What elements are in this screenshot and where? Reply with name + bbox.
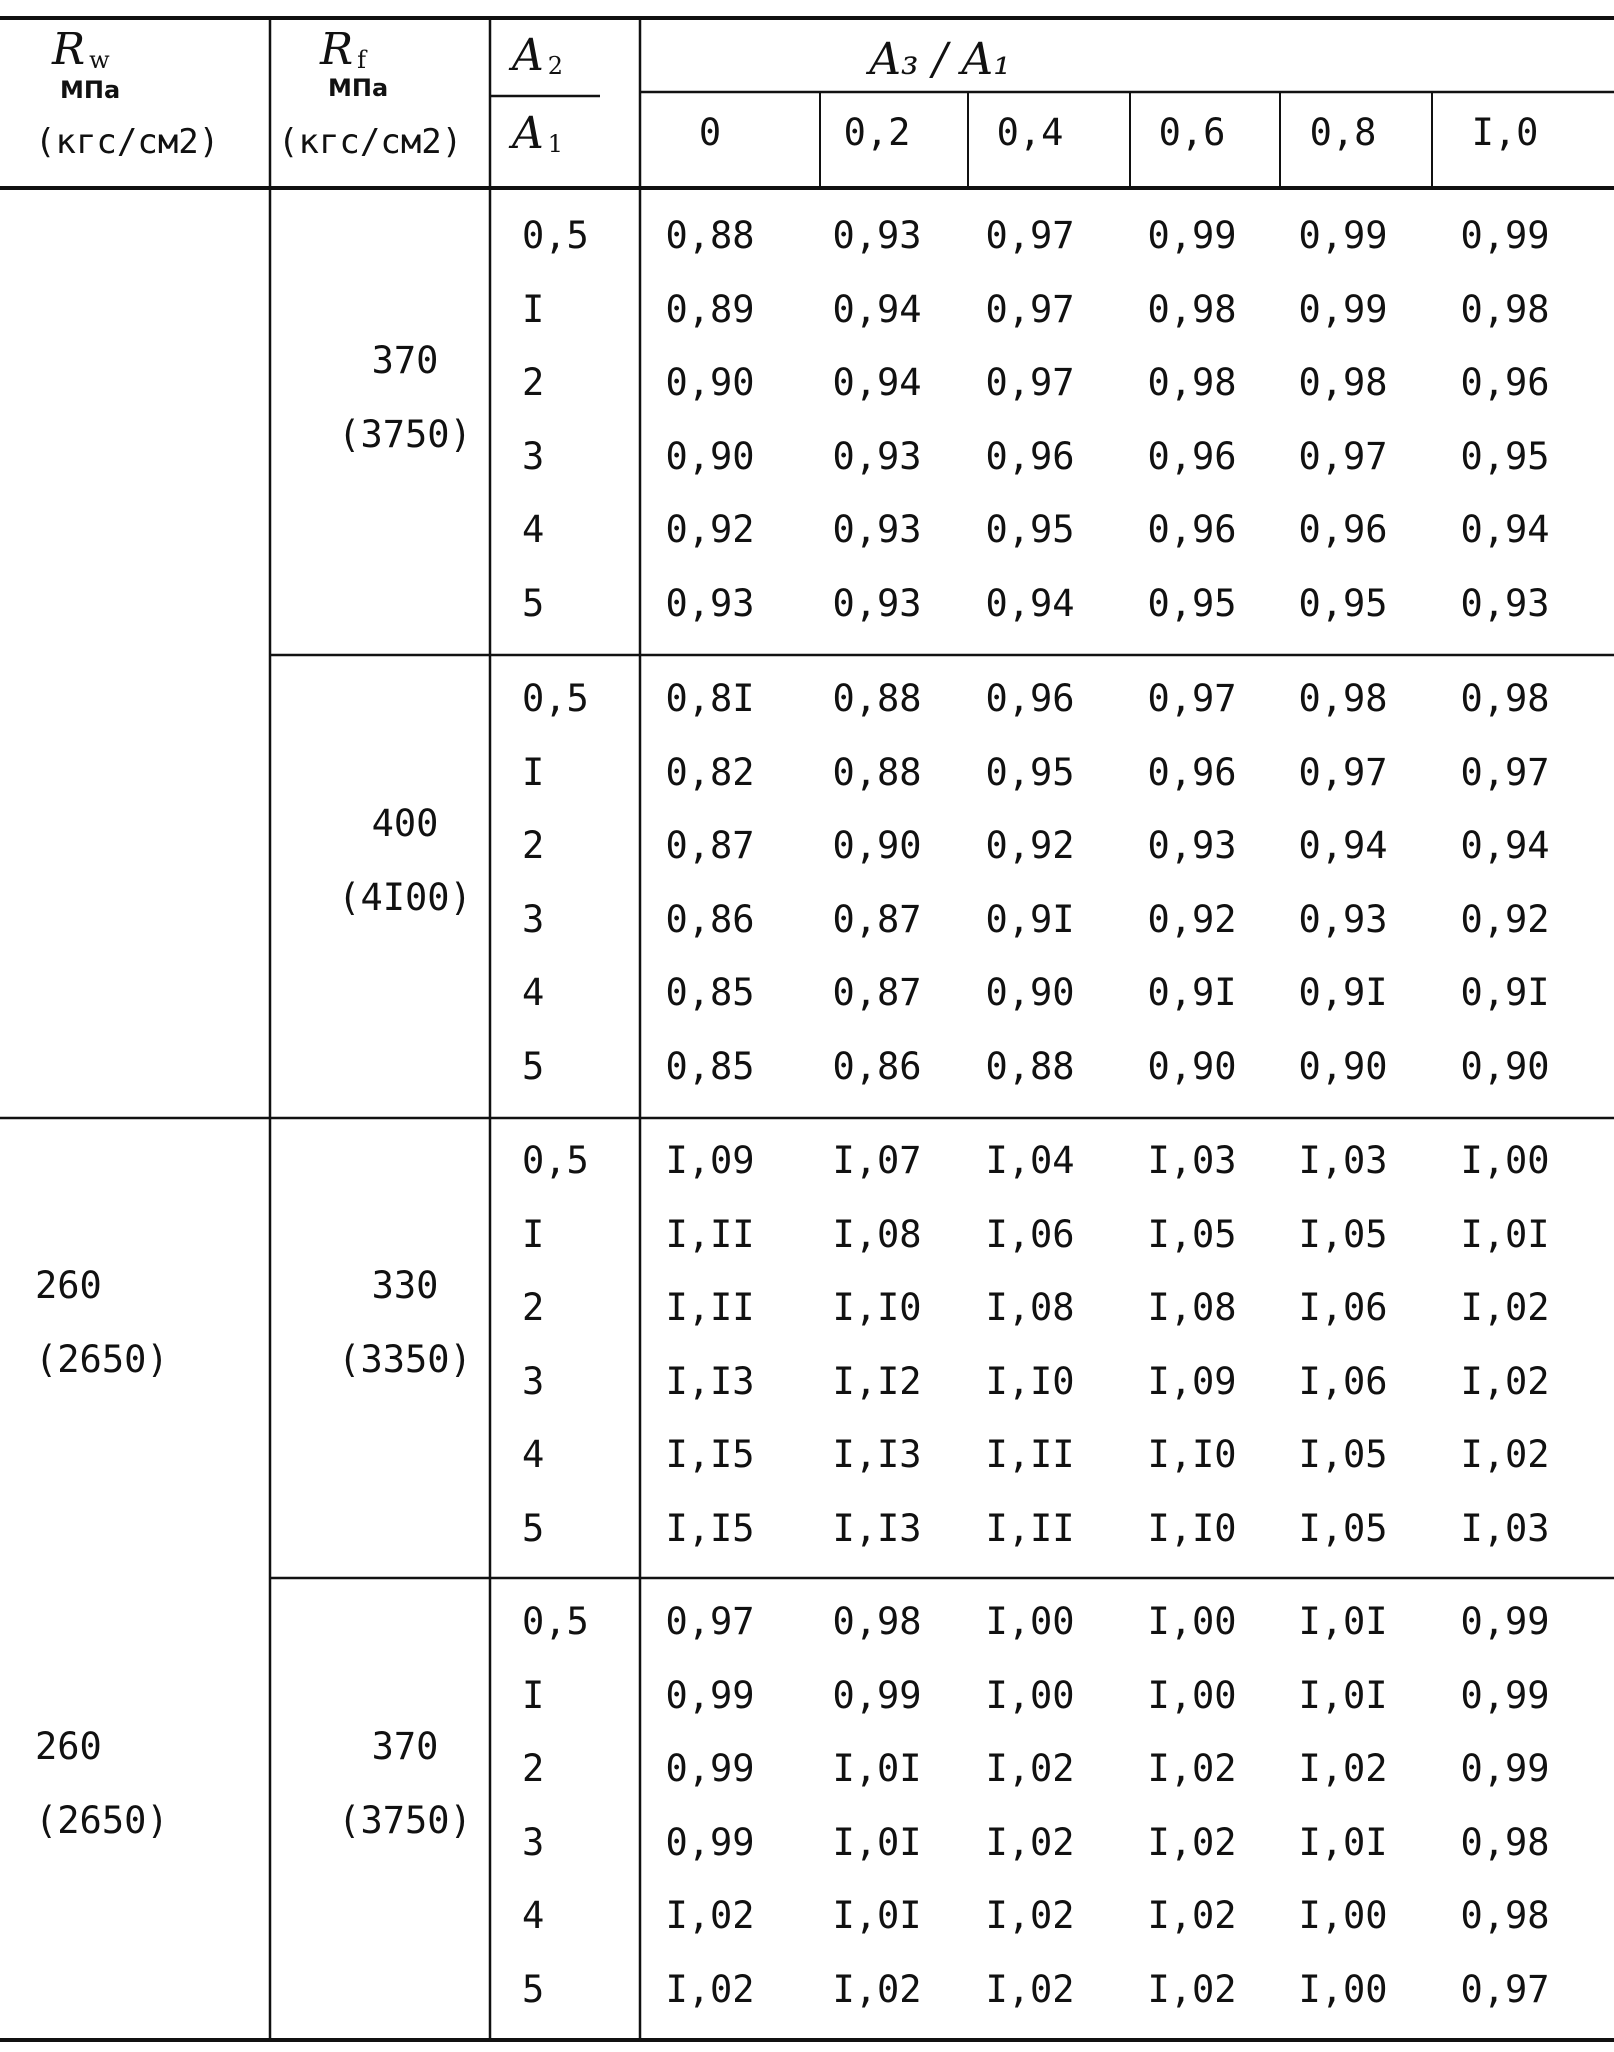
table-cell: I,02 bbox=[832, 1967, 922, 2011]
table-cell: 0,82 bbox=[665, 750, 755, 794]
a2-a1-value: 0,5 bbox=[522, 1600, 589, 1643]
table-cell: 0,90 bbox=[1298, 1044, 1388, 1088]
table-cell: 0,93 bbox=[832, 508, 922, 551]
a2-a1-value: 3 bbox=[522, 434, 545, 478]
table-cell: 0,90 bbox=[665, 434, 755, 478]
table-cell: 0,93 bbox=[1298, 897, 1388, 941]
rw-header-symbol: Rw bbox=[52, 24, 110, 75]
table-cell: I,02 bbox=[1147, 1820, 1237, 1864]
table-cell: 0,85 bbox=[665, 971, 755, 1014]
a3-a1-value: I,0 bbox=[1471, 111, 1539, 154]
table-cell: 0,97 bbox=[1460, 750, 1550, 794]
table-cell: 0,94 bbox=[985, 581, 1075, 625]
table-cell: 0,87 bbox=[665, 824, 755, 867]
table-cell: 0,99 bbox=[1460, 1747, 1550, 1790]
table-cell: I,02 bbox=[1147, 1747, 1237, 1790]
table-cell: I,I5 bbox=[665, 1506, 755, 1550]
table-cell: 0,93 bbox=[665, 581, 755, 625]
table-cell: I,00 bbox=[1298, 1894, 1388, 1937]
table-cell: 0,96 bbox=[1147, 508, 1237, 551]
table-cell: I,06 bbox=[1298, 1359, 1388, 1403]
table-cell: I,02 bbox=[1147, 1894, 1237, 1937]
table-cell: 0,88 bbox=[985, 1044, 1075, 1088]
table-cell: 0,97 bbox=[985, 214, 1075, 257]
table-cell: 0,94 bbox=[1298, 824, 1388, 867]
a3-a1-value: 0,4 bbox=[996, 111, 1064, 154]
table-cell: I,02 bbox=[1298, 1747, 1388, 1790]
table-cell: 0,9I bbox=[1460, 971, 1550, 1014]
table-cell: 0,99 bbox=[832, 1673, 922, 1717]
table-cell: 0,88 bbox=[832, 677, 922, 720]
a3-a1-value: 0,6 bbox=[1158, 111, 1226, 154]
table-cell: 0,95 bbox=[985, 508, 1075, 551]
table-cell: I,08 bbox=[832, 1212, 922, 1256]
a2-a1-value: 2 bbox=[522, 824, 545, 867]
table-cell: 0,95 bbox=[1147, 581, 1237, 625]
table-cell: I,05 bbox=[1147, 1212, 1237, 1256]
table-cell: I,0I bbox=[1298, 1820, 1388, 1864]
table-cell: 0,92 bbox=[1147, 897, 1237, 941]
rf-header-symbol: Rf bbox=[320, 24, 367, 75]
a2-a1-value: 0,5 bbox=[522, 1139, 589, 1182]
table-cell: 0,86 bbox=[665, 897, 755, 941]
table-cell: I,I0 bbox=[985, 1359, 1075, 1403]
table-cell: 0,97 bbox=[1460, 1967, 1550, 2011]
table-cell: I,I3 bbox=[832, 1433, 922, 1476]
table-cell: 0,93 bbox=[1460, 581, 1550, 625]
table-cell: 0,98 bbox=[1298, 361, 1388, 404]
table-cell: I,02 bbox=[985, 1820, 1075, 1864]
table-cell: 0,99 bbox=[1460, 1673, 1550, 1717]
rw-value: 260 bbox=[35, 1264, 102, 1307]
table-cell: I,07 bbox=[832, 1139, 922, 1182]
table-cell: 0,97 bbox=[1147, 677, 1237, 720]
table-cell: 0,99 bbox=[665, 1673, 755, 1717]
table-cell: I,02 bbox=[985, 1967, 1075, 2011]
table-cell: 0,99 bbox=[665, 1820, 755, 1864]
table-cell: 0,90 bbox=[985, 971, 1075, 1014]
table-cell: 0,86 bbox=[832, 1044, 922, 1088]
table-cell: 0,96 bbox=[1460, 361, 1550, 404]
table-cell: 0,8I bbox=[665, 677, 755, 720]
table-cell: I,02 bbox=[985, 1747, 1075, 1790]
table-cell: 0,99 bbox=[1298, 287, 1388, 331]
table-cell: 0,97 bbox=[1298, 750, 1388, 794]
a2-a1-value: I bbox=[522, 1673, 545, 1717]
table-cell: I,08 bbox=[1147, 1286, 1237, 1329]
rf-value-kgs: (3750) bbox=[338, 413, 472, 456]
table-cell: 0,94 bbox=[1460, 508, 1550, 551]
table-cell: 0,98 bbox=[1460, 1894, 1550, 1937]
a1-denominator: A 1 bbox=[512, 108, 564, 159]
rf-header-unit-kgs: (кгс/см2) bbox=[278, 122, 463, 162]
table-cell: 0,96 bbox=[1147, 434, 1237, 478]
table-cell: 0,93 bbox=[832, 214, 922, 257]
table-cell: I,03 bbox=[1460, 1506, 1550, 1550]
table-cell: I,0I bbox=[832, 1747, 922, 1790]
table-cell: I,00 bbox=[1147, 1673, 1237, 1717]
table-cell: 0,93 bbox=[832, 434, 922, 478]
a2-a1-value: 0,5 bbox=[522, 214, 589, 257]
a2-a1-value: 5 bbox=[522, 581, 545, 625]
a2-a1-value: 2 bbox=[522, 361, 545, 404]
a2-numerator: A 2 bbox=[512, 30, 564, 81]
table-cell: I,05 bbox=[1298, 1506, 1388, 1550]
table-cell: I,I0 bbox=[832, 1286, 922, 1329]
rf-value: 370 bbox=[371, 339, 439, 382]
table-cell: 0,98 bbox=[1147, 287, 1237, 331]
table-cell: I,I3 bbox=[665, 1359, 755, 1403]
table-cell: 0,95 bbox=[1298, 581, 1388, 625]
table-cell: 0,92 bbox=[1460, 897, 1550, 941]
table-cell: I,02 bbox=[1460, 1433, 1550, 1476]
table-cell: 0,95 bbox=[985, 750, 1075, 794]
table-cell: 0,98 bbox=[1460, 287, 1550, 331]
a2-a1-value: 4 bbox=[522, 971, 545, 1014]
table-cell: 0,98 bbox=[832, 1600, 922, 1643]
rf-value: 330 bbox=[371, 1264, 439, 1307]
table-cell: I,08 bbox=[985, 1286, 1075, 1329]
table-cell: 0,97 bbox=[665, 1600, 755, 1643]
a2-a1-value: 5 bbox=[522, 1044, 545, 1088]
a2-a1-value: 4 bbox=[522, 1894, 545, 1937]
table-cell: 0,96 bbox=[1298, 508, 1388, 551]
rw-header-unit: МПа bbox=[60, 76, 121, 104]
table-cell: I,II bbox=[985, 1506, 1075, 1550]
rw-value: 260 bbox=[35, 1725, 102, 1768]
a2-a1-value: 0,5 bbox=[522, 677, 589, 720]
a2-a1-value: 2 bbox=[522, 1747, 545, 1790]
a2-a1-value: I bbox=[522, 1212, 545, 1256]
table-cell: 0,93 bbox=[1147, 824, 1237, 867]
table-cell: 0,97 bbox=[1298, 434, 1388, 478]
a2-a1-value: 5 bbox=[522, 1506, 545, 1550]
table-cell: I,02 bbox=[1147, 1967, 1237, 2011]
table-cell: 0,93 bbox=[832, 581, 922, 625]
table-cell: 0,90 bbox=[665, 361, 755, 404]
a2-a1-value: 3 bbox=[522, 1359, 545, 1403]
table-cell: 0,88 bbox=[665, 214, 755, 257]
table-cell: I,II bbox=[665, 1212, 755, 1256]
table-cell: 0,9I bbox=[1147, 971, 1237, 1014]
table-cell: I,00 bbox=[1460, 1139, 1550, 1182]
table-cell: I,0I bbox=[1460, 1212, 1550, 1256]
table-cell: 0,85 bbox=[665, 1044, 755, 1088]
table-cell: 0,89 bbox=[665, 287, 755, 331]
table-cell: 0,94 bbox=[832, 361, 922, 404]
a3-a1-value: 0,2 bbox=[843, 111, 911, 154]
table-cell: I,04 bbox=[985, 1139, 1075, 1182]
table-cell: 0,97 bbox=[985, 287, 1075, 331]
table-cell: I,I2 bbox=[832, 1359, 922, 1403]
rf-value: 400 bbox=[371, 802, 439, 845]
rw-value-kgs: (2650) bbox=[35, 1338, 169, 1381]
table-cell: 0,94 bbox=[1460, 824, 1550, 867]
table-cell: I,06 bbox=[1298, 1286, 1388, 1329]
table-cell: 0,87 bbox=[832, 971, 922, 1014]
a2-a1-value: I bbox=[522, 750, 545, 794]
rf-header-unit: МПа bbox=[328, 74, 389, 102]
table-cell: I,00 bbox=[985, 1600, 1075, 1643]
table-cell: 0,87 bbox=[832, 897, 922, 941]
rw-value-kgs: (2650) bbox=[35, 1799, 169, 1842]
table-cell: I,02 bbox=[985, 1894, 1075, 1937]
table-cell: I,I5 bbox=[665, 1433, 755, 1476]
table-cell: 0,96 bbox=[985, 677, 1075, 720]
table-cell: 0,95 bbox=[1460, 434, 1550, 478]
table-cell: I,06 bbox=[985, 1212, 1075, 1256]
rf-value-kgs: (3750) bbox=[338, 1799, 472, 1842]
table-cell: I,0I bbox=[832, 1894, 922, 1937]
table-cell: I,0I bbox=[832, 1820, 922, 1864]
table-cell: I,I0 bbox=[1147, 1433, 1237, 1476]
a2-a1-value: 5 bbox=[522, 1967, 545, 2011]
table-cell: 0,88 bbox=[832, 750, 922, 794]
table-cell: 0,99 bbox=[1147, 214, 1237, 257]
table-cell: I,I3 bbox=[832, 1506, 922, 1550]
table-cell: I,02 bbox=[665, 1894, 755, 1937]
table-cell: 0,90 bbox=[832, 824, 922, 867]
table-cell: 0,9I bbox=[985, 897, 1075, 941]
table-cell: I,02 bbox=[1460, 1359, 1550, 1403]
table-cell: 0,94 bbox=[832, 287, 922, 331]
table-cell: 0,92 bbox=[665, 508, 755, 551]
table-cell: I,05 bbox=[1298, 1212, 1388, 1256]
table-cell: I,0I bbox=[1298, 1673, 1388, 1717]
table-cell: 0,90 bbox=[1147, 1044, 1237, 1088]
table-cell: 0,96 bbox=[985, 434, 1075, 478]
table-cell: 0,99 bbox=[665, 1747, 755, 1790]
table-cell: 0,98 bbox=[1147, 361, 1237, 404]
rf-value: 370 bbox=[371, 1725, 439, 1768]
a2-a1-value: 3 bbox=[522, 1820, 545, 1864]
table-cell: I,03 bbox=[1298, 1139, 1388, 1182]
table-cell: I,09 bbox=[1147, 1359, 1237, 1403]
table-cell: 0,92 bbox=[985, 824, 1075, 867]
table-cell: 0,98 bbox=[1298, 677, 1388, 720]
rf-value-kgs: (4I00) bbox=[338, 876, 472, 919]
table-cell: I,I0 bbox=[1147, 1506, 1237, 1550]
table-cell: 0,99 bbox=[1298, 214, 1388, 257]
table-cell: I,II bbox=[665, 1286, 755, 1329]
a2-a1-value: I bbox=[522, 287, 545, 331]
table-cell: 0,98 bbox=[1460, 677, 1550, 720]
table-cell: I,00 bbox=[985, 1673, 1075, 1717]
table-cell: 0,9I bbox=[1298, 971, 1388, 1014]
table-cell: I,02 bbox=[665, 1967, 755, 2011]
a3-a1-header: A₃ / A₁ bbox=[869, 34, 1011, 85]
table-cell: 0,96 bbox=[1147, 750, 1237, 794]
table-cell: 0,98 bbox=[1460, 1820, 1550, 1864]
rw-header-unit-kgs: (кгс/см2) bbox=[35, 122, 220, 162]
table-cell: I,II bbox=[985, 1433, 1075, 1476]
table-cell: I,02 bbox=[1460, 1286, 1550, 1329]
a2-a1-value: 2 bbox=[522, 1286, 545, 1329]
table-cell: 0,99 bbox=[1460, 1600, 1550, 1643]
a2-a1-value: 4 bbox=[522, 508, 545, 551]
table-cell: I,0I bbox=[1298, 1600, 1388, 1643]
rf-value-kgs: (3350) bbox=[338, 1338, 472, 1381]
table-cell: I,03 bbox=[1147, 1139, 1237, 1182]
a2-a1-value: 4 bbox=[522, 1433, 545, 1476]
table-cell: I,00 bbox=[1298, 1967, 1388, 2011]
table-cell: I,00 bbox=[1147, 1600, 1237, 1643]
a2-a1-value: 3 bbox=[522, 897, 545, 941]
table-cell: 0,97 bbox=[985, 361, 1075, 404]
table-cell: 0,99 bbox=[1460, 214, 1550, 257]
table-cell: 0,90 bbox=[1460, 1044, 1550, 1088]
a3-a1-value: 0,8 bbox=[1309, 111, 1377, 154]
a3-a1-value: 0 bbox=[698, 111, 722, 154]
table-cell: I,09 bbox=[665, 1139, 755, 1182]
table-cell: I,05 bbox=[1298, 1433, 1388, 1476]
